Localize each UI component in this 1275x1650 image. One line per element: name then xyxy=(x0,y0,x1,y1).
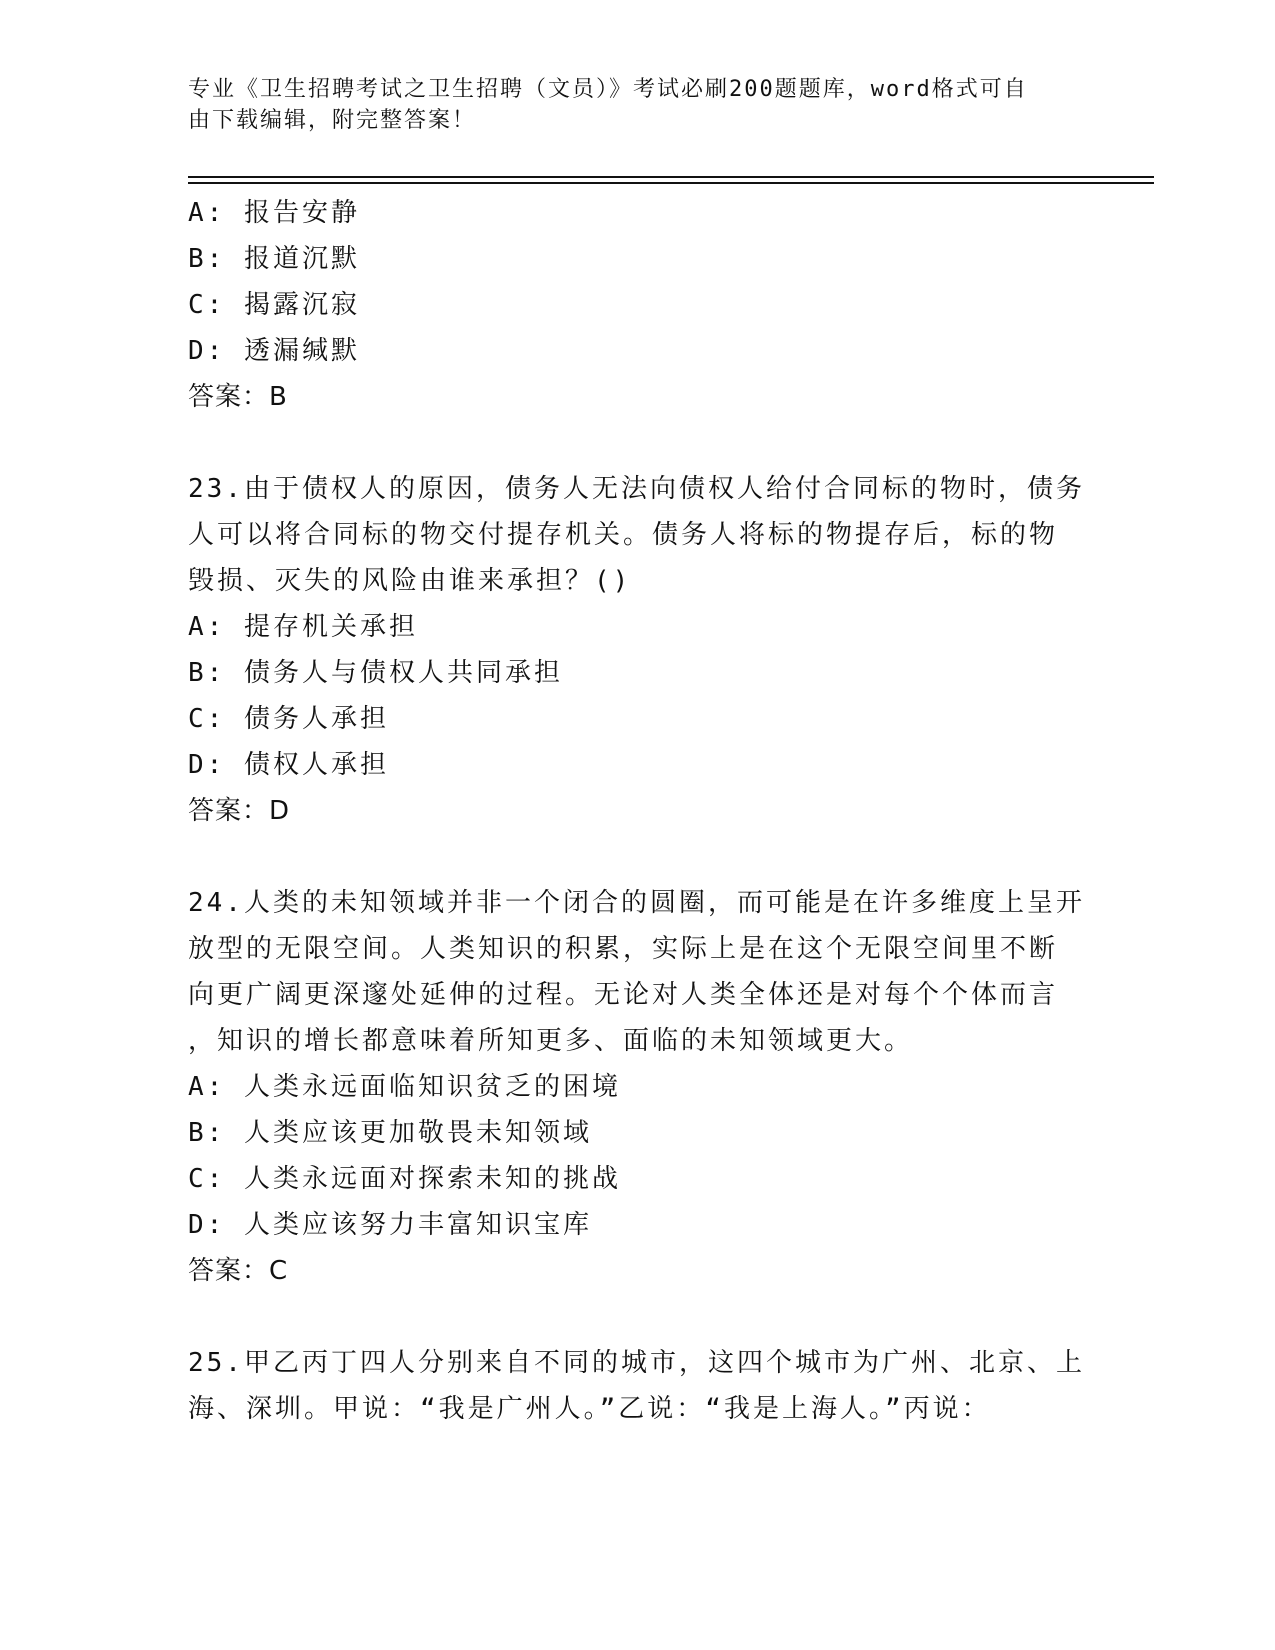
header-line-2: 由下载编辑，附完整答案！ xyxy=(188,108,477,133)
header-line-1: 专业《卫生招聘考试之卫生招聘（文员）》考试必刷200题题库，word格式可自 xyxy=(188,77,1028,102)
option-a: A: 报告安静 xyxy=(188,198,360,228)
option-d: D: 人类应该努力丰富知识宝库 xyxy=(188,1210,592,1240)
spacer xyxy=(188,420,1088,466)
question-text-line: 25.甲乙丙丁四人分别来自不同的城市，这四个城市为广州、北京、上 xyxy=(188,1348,1085,1378)
question-text-line: 海、深圳。甲说：“我是广州人。”乙说：“我是上海人。”丙说： xyxy=(188,1394,991,1424)
document-body xyxy=(188,190,1088,1432)
question-25 xyxy=(188,1340,1088,1432)
answer: 答案：B xyxy=(188,382,288,412)
option-b: B: 报道沉默 xyxy=(188,244,360,274)
option-a: A: 人类永远面临知识贫乏的困境 xyxy=(188,1072,621,1102)
spacer xyxy=(188,834,1088,880)
question-text-line: 放型的无限空间。人类知识的积累，实际上是在这个无限空间里不断 xyxy=(188,934,1059,964)
question-text-line: 23.由于债权人的原因，债务人无法向债权人给付合同标的物时，债务 xyxy=(188,474,1085,504)
option-b: B: 债务人与债权人共同承担 xyxy=(188,658,563,688)
option-c: C: 债务人承担 xyxy=(188,704,389,734)
question-text-line: 24.人类的未知领域并非一个闭合的圆圈，而可能是在许多维度上呈开 xyxy=(188,888,1085,918)
document-header xyxy=(188,74,1088,136)
option-d: D: 透漏缄默 xyxy=(188,336,360,366)
option-d: D: 债权人承担 xyxy=(188,750,389,780)
option-c: C: 揭露沉寂 xyxy=(188,290,360,320)
question-23 xyxy=(188,466,1088,834)
question-text-line: ，知识的增长都意味着所知更多、面临的未知领域更大。 xyxy=(188,1026,914,1056)
spacer xyxy=(188,1294,1088,1340)
header-divider-top xyxy=(188,176,1154,178)
question-24 xyxy=(188,880,1088,1294)
question-text-line: 向更广阔更深邃处延伸的过程。无论对人类全体还是对每个个体而言 xyxy=(188,980,1059,1010)
option-c: C: 人类永远面对探索未知的挑战 xyxy=(188,1164,621,1194)
header-divider-bottom xyxy=(188,182,1154,184)
option-b: B: 人类应该更加敬畏未知领域 xyxy=(188,1118,592,1148)
answer: 答案：C xyxy=(188,1256,289,1286)
question-text-line: 毁损、灭失的风险由谁来承担？() xyxy=(188,566,632,596)
answer: 答案：D xyxy=(188,796,291,826)
option-a: A: 提存机关承担 xyxy=(188,612,418,642)
question-text-line: 人可以将合同标的物交付提存机关。债务人将标的物提存后，标的物 xyxy=(188,520,1059,550)
question-22 xyxy=(188,190,1088,420)
